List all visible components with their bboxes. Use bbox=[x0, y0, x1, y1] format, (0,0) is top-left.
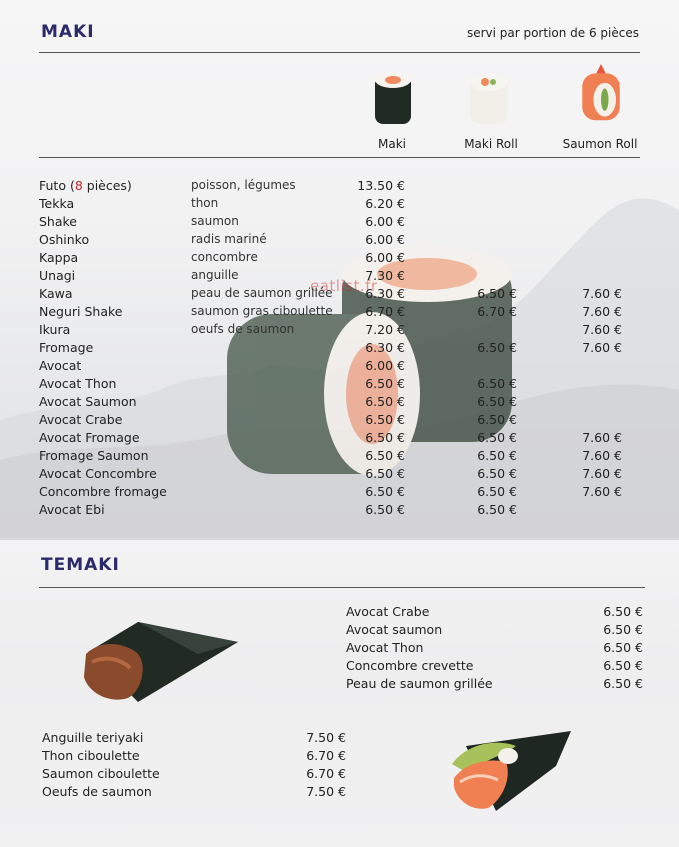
maki-item-description: anguille bbox=[191, 268, 239, 282]
maki-roll-price: 6.50 € bbox=[477, 340, 517, 355]
maki-roll-price: 6.50 € bbox=[477, 448, 517, 463]
saumon-roll-price: 7.60 € bbox=[582, 484, 622, 499]
temaki-item-name: Saumon ciboulette bbox=[42, 766, 160, 781]
maki-item-name: Avocat Crabe bbox=[39, 412, 123, 427]
maki-price: 6.50 € bbox=[365, 466, 405, 481]
saumon-roll-price: 7.60 € bbox=[582, 448, 622, 463]
maki-item-description: saumon gras ciboulette bbox=[191, 304, 333, 318]
saumon-roll-price: 7.60 € bbox=[582, 304, 622, 319]
temaki-item-price: 6.50 € bbox=[603, 640, 643, 655]
maki-item-name: Avocat Concombre bbox=[39, 466, 157, 481]
temaki-section-title: TEMAKI bbox=[41, 555, 120, 575]
temaki-item-name: Peau de saumon grillée bbox=[346, 676, 493, 691]
maki-price: 6.50 € bbox=[365, 412, 405, 427]
temaki-row bbox=[42, 766, 346, 784]
maki-item-name: Avocat Fromage bbox=[39, 430, 140, 445]
maki-row bbox=[0, 340, 679, 358]
temaki-item-price: 6.50 € bbox=[603, 604, 643, 619]
watermark-text: eatlist.fr bbox=[310, 277, 378, 295]
maki-row bbox=[0, 466, 679, 484]
maki-row bbox=[0, 196, 679, 214]
column-maki-roll: Maki Roll bbox=[464, 137, 518, 151]
maki-row bbox=[0, 358, 679, 376]
maki-column-divider bbox=[39, 157, 640, 158]
temaki-item-name: Anguille teriyaki bbox=[42, 730, 144, 745]
maki-price: 6.00 € bbox=[365, 214, 405, 229]
maki-section-title: MAKI bbox=[41, 22, 95, 42]
maki-item-name: Avocat Thon bbox=[39, 376, 117, 391]
saumon-roll-photo-icon bbox=[578, 64, 624, 124]
maki-price: 6.00 € bbox=[365, 232, 405, 247]
temaki-anguille-photo-icon bbox=[78, 612, 243, 707]
maki-item-name: Neguri Shake bbox=[39, 304, 123, 319]
maki-item-name: Ikura bbox=[39, 322, 71, 337]
maki-row bbox=[0, 286, 679, 304]
maki-price: 6.50 € bbox=[365, 394, 405, 409]
column-maki: Maki bbox=[378, 137, 406, 151]
maki-price: 6.20 € bbox=[365, 196, 405, 211]
maki-item-name: Kawa bbox=[39, 286, 73, 301]
saumon-roll-price: 7.60 € bbox=[582, 340, 622, 355]
maki-row bbox=[0, 178, 679, 196]
maki-row bbox=[0, 448, 679, 466]
maki-roll-price: 6.50 € bbox=[477, 502, 517, 517]
saumon-roll-price: 7.60 € bbox=[582, 430, 622, 445]
temaki-item-name: Avocat Crabe bbox=[346, 604, 430, 619]
maki-price: 6.50 € bbox=[365, 448, 405, 463]
maki-price: 7.20 € bbox=[365, 322, 405, 337]
maki-row bbox=[0, 502, 679, 520]
temaki-row bbox=[346, 640, 643, 658]
portion-note: servi par portion de 6 pièces bbox=[466, 26, 639, 40]
maki-title-divider bbox=[39, 52, 640, 53]
maki-roll-photo-icon bbox=[466, 68, 512, 128]
maki-item-description: peau de saumon grillée bbox=[191, 286, 333, 300]
maki-item-name: Fromage Saumon bbox=[39, 448, 149, 463]
maki-row bbox=[0, 430, 679, 448]
temaki-row bbox=[346, 604, 643, 622]
maki-item-name: Futo (8 pièces) bbox=[39, 178, 132, 193]
maki-price: 6.50 € bbox=[365, 502, 405, 517]
temaki-title-divider bbox=[39, 587, 645, 588]
saumon-roll-price: 7.60 € bbox=[582, 286, 622, 301]
maki-row bbox=[0, 214, 679, 232]
maki-item-description: thon bbox=[191, 196, 219, 210]
maki-price: 7.30 € bbox=[365, 268, 405, 283]
maki-roll-price: 6.50 € bbox=[477, 394, 517, 409]
temaki-item-name: Avocat saumon bbox=[346, 622, 443, 637]
maki-price: 6.50 € bbox=[365, 430, 405, 445]
maki-roll-price: 6.50 € bbox=[477, 376, 517, 391]
maki-photo-icon bbox=[370, 68, 416, 128]
maki-row bbox=[0, 394, 679, 412]
maki-price: 6.00 € bbox=[365, 358, 405, 373]
temaki-row bbox=[42, 784, 346, 802]
maki-item-description: poisson, légumes bbox=[191, 178, 296, 192]
maki-item-description: saumon bbox=[191, 214, 239, 228]
temaki-item-price: 7.50 € bbox=[306, 784, 346, 799]
temaki-item-price: 6.70 € bbox=[306, 766, 346, 781]
maki-row bbox=[0, 232, 679, 250]
maki-item-name: Oshinko bbox=[39, 232, 90, 247]
maki-row bbox=[0, 412, 679, 430]
maki-price: 6.50 € bbox=[365, 376, 405, 391]
maki-item-name: Concombre fromage bbox=[39, 484, 167, 499]
maki-item-description: concombre bbox=[191, 250, 258, 264]
temaki-item-price: 7.50 € bbox=[306, 730, 346, 745]
temaki-item-price: 6.50 € bbox=[603, 622, 643, 637]
maki-price: 13.50 € bbox=[357, 178, 405, 193]
temaki-row bbox=[346, 622, 643, 640]
maki-item-name: Avocat Ebi bbox=[39, 502, 105, 517]
temaki-item-price: 6.50 € bbox=[603, 658, 643, 673]
maki-row bbox=[0, 268, 679, 286]
maki-price: 6.70 € bbox=[365, 304, 405, 319]
saumon-roll-price: 7.60 € bbox=[582, 466, 622, 481]
maki-item-description: oeufs de saumon bbox=[191, 322, 295, 336]
temaki-row bbox=[346, 676, 643, 694]
column-saumon-roll: Saumon Roll bbox=[562, 137, 638, 151]
maki-price: 6.30 € bbox=[365, 340, 405, 355]
maki-price: 6.00 € bbox=[365, 250, 405, 265]
maki-price: 6.30 € bbox=[365, 286, 405, 301]
temaki-item-name: Concombre crevette bbox=[346, 658, 474, 673]
maki-roll-price: 6.70 € bbox=[477, 304, 517, 319]
temaki-row bbox=[42, 748, 346, 766]
maki-price: 6.50 € bbox=[365, 484, 405, 499]
maki-item-name: Tekka bbox=[39, 196, 75, 211]
maki-roll-price: 6.50 € bbox=[477, 466, 517, 481]
maki-item-name: Avocat Saumon bbox=[39, 394, 137, 409]
maki-item-name: Fromage bbox=[39, 340, 94, 355]
maki-row bbox=[0, 304, 679, 322]
maki-item-name: Kappa bbox=[39, 250, 79, 265]
maki-row bbox=[0, 250, 679, 268]
maki-item-name: Unagi bbox=[39, 268, 76, 283]
temaki-item-name: Oeufs de saumon bbox=[42, 784, 152, 799]
maki-item-name: Avocat bbox=[39, 358, 82, 373]
maki-roll-price: 6.50 € bbox=[477, 286, 517, 301]
maki-roll-price: 6.50 € bbox=[477, 430, 517, 445]
temaki-saumon-photo-icon bbox=[446, 726, 580, 816]
saumon-roll-price: 7.60 € bbox=[582, 322, 622, 337]
maki-item-description: radis mariné bbox=[191, 232, 267, 246]
temaki-item-name: Avocat Thon bbox=[346, 640, 424, 655]
temaki-row bbox=[346, 658, 643, 676]
maki-row bbox=[0, 322, 679, 340]
maki-roll-price: 6.50 € bbox=[477, 412, 517, 427]
maki-row bbox=[0, 376, 679, 394]
maki-roll-price: 6.50 € bbox=[477, 484, 517, 499]
maki-item-name: Shake bbox=[39, 214, 78, 229]
maki-row bbox=[0, 484, 679, 502]
temaki-row bbox=[42, 730, 346, 748]
temaki-item-price: 6.50 € bbox=[603, 676, 643, 691]
temaki-item-price: 6.70 € bbox=[306, 748, 346, 763]
temaki-item-name: Thon ciboulette bbox=[42, 748, 140, 763]
